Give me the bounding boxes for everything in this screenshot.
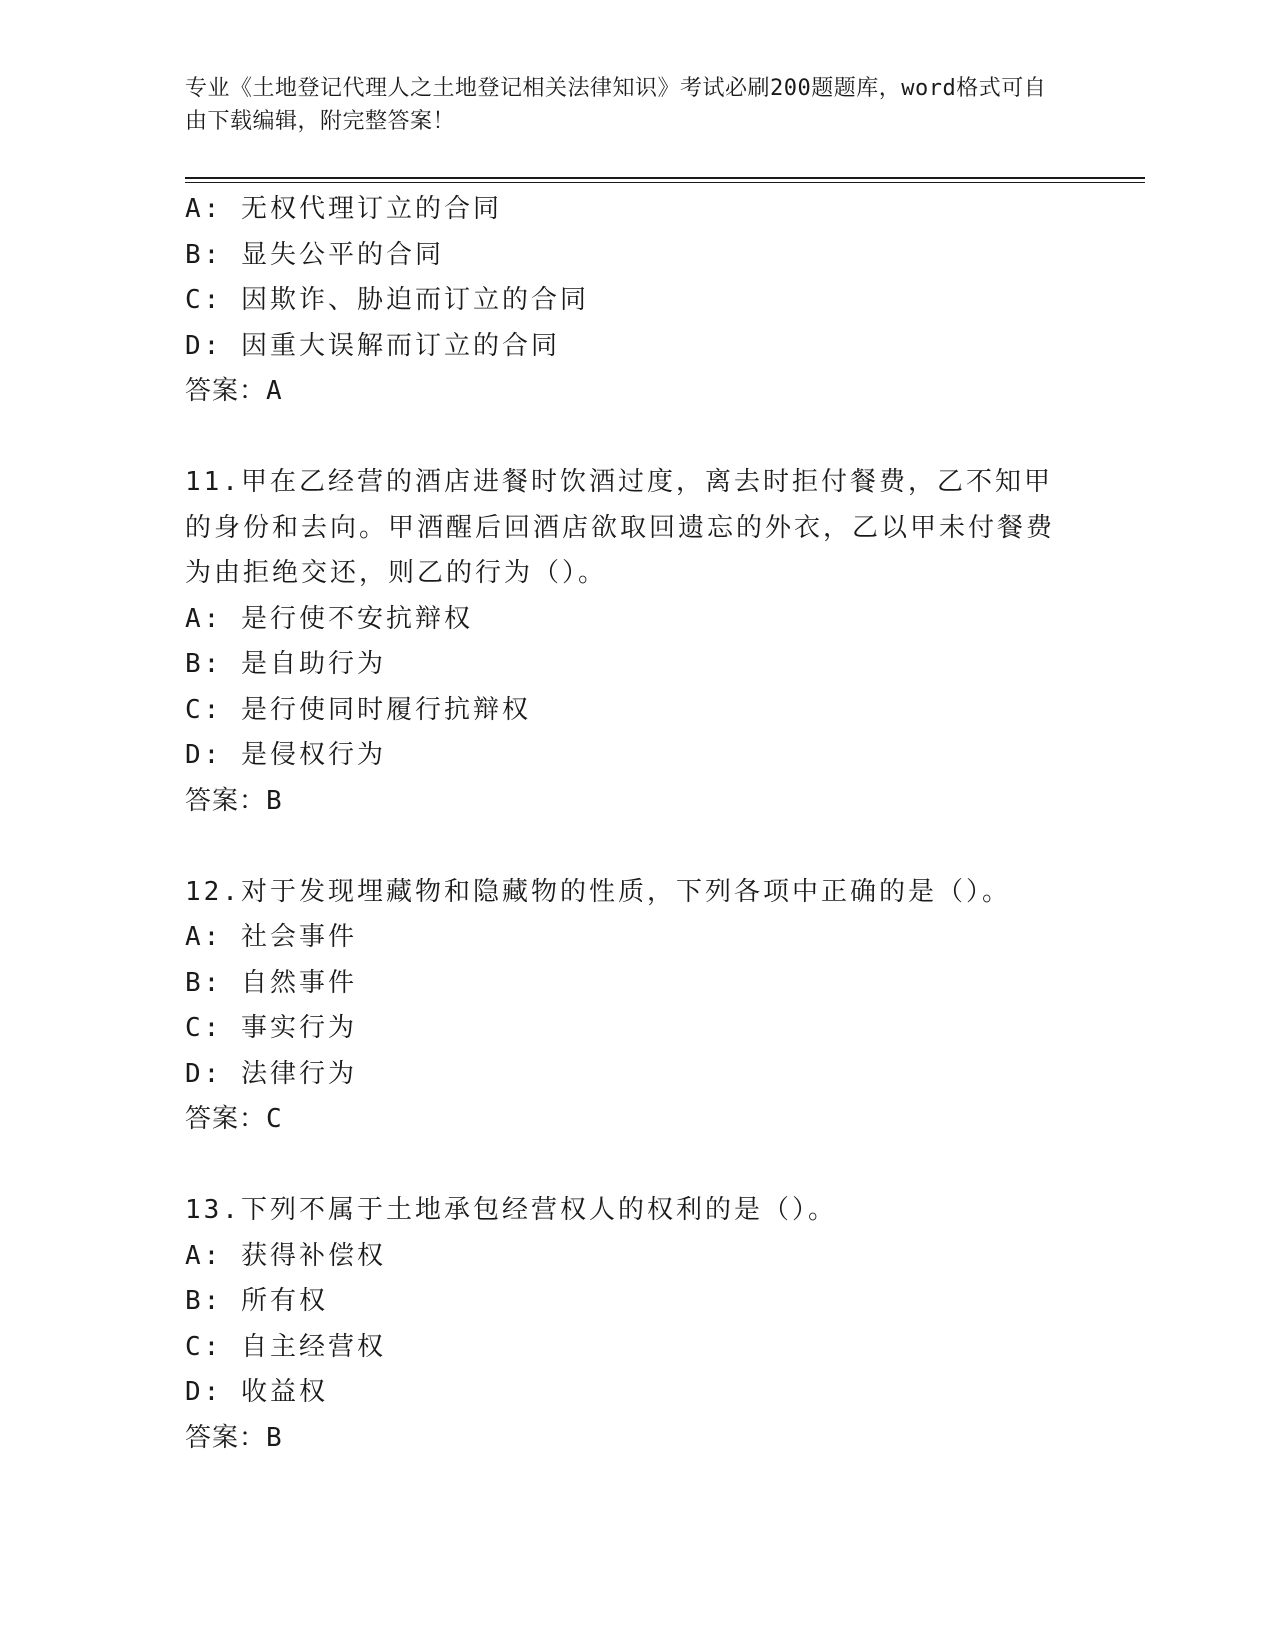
option-c: C: 是行使同时履行抗辩权 (185, 694, 531, 725)
spacer (185, 1143, 1085, 1189)
question-text: 13.下列不属于土地承包经营权人的权利的是（）。 (185, 1195, 837, 1225)
option-b: B: 自然事件 (185, 967, 357, 998)
question-block-12 (185, 870, 1085, 1143)
header-rule-thick (185, 177, 1145, 179)
option-b: B: 显失公平的合同 (185, 239, 444, 270)
question-block-10 (185, 187, 1085, 415)
question-text: 11.甲在乙经营的酒店进餐时饮酒过度，离去时拒付餐费，乙不知甲的身份和去向。甲酒醒后回酒店欲取回遗忘的外衣，乙以甲未付餐费为由拒绝交还，则乙的行为（）。 (185, 467, 1056, 588)
option-d: D: 是侵权行为 (185, 740, 386, 770)
option-b: B: 所有权 (185, 1286, 328, 1316)
answer-line: 答案：C (185, 1104, 283, 1134)
document-header: 专业《土地登记代理人之土地登记相关法律知识》考试必刷200题题库，word格式可自由下载编辑，附完整答案！ (185, 76, 1047, 134)
answer-line: 答案：B (185, 1422, 283, 1453)
option-d: D: 法律行为 (185, 1058, 357, 1089)
option-d: D: 收益权 (185, 1377, 328, 1407)
question-block-13 (185, 1188, 1085, 1461)
option-c: C: 因欺诈、胁迫而订立的合同 (185, 285, 589, 315)
option-c: C: 自主经营权 (185, 1331, 386, 1362)
option-a: A: 是行使不安抗辩权 (185, 603, 473, 634)
spacer (185, 824, 1085, 870)
option-b: B: 是自助行为 (185, 649, 386, 679)
question-block-11 (185, 460, 1085, 824)
document-body (185, 187, 1085, 1461)
question-text: 12.对于发现埋藏物和隐藏物的性质，下列各项中正确的是（）。 (185, 876, 1011, 907)
header-rule-thin (185, 182, 1145, 183)
option-d: D: 因重大误解而订立的合同 (185, 330, 560, 361)
answer-line: 答案：B (185, 785, 283, 816)
option-c: C: 事实行为 (185, 1013, 357, 1043)
option-a: A: 获得补偿权 (185, 1240, 386, 1271)
answer-line: 答案：A (185, 376, 283, 406)
option-a: A: 社会事件 (185, 922, 357, 952)
option-a: A: 无权代理订立的合同 (185, 194, 502, 224)
spacer (185, 415, 1085, 461)
